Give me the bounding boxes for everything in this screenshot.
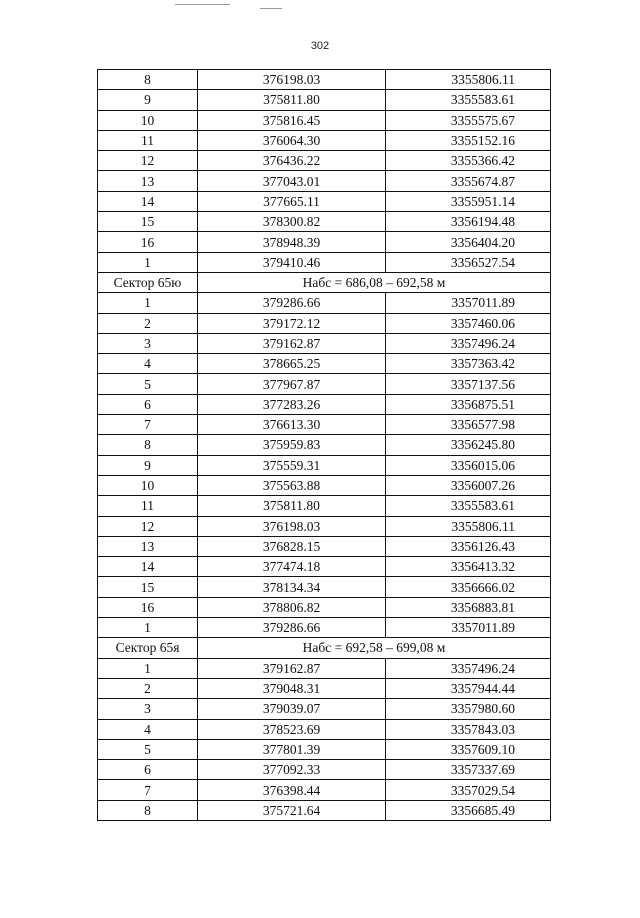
x-coordinate: 376398.44: [198, 780, 386, 800]
x-coordinate: 377967.87: [198, 374, 386, 394]
table-row: [98, 719, 551, 739]
point-number: 16: [98, 232, 198, 252]
x-coordinate: 377283.26: [198, 394, 386, 414]
point-number: 13: [98, 536, 198, 556]
table-row: [98, 618, 551, 638]
point-number: 1: [98, 293, 198, 313]
x-coordinate: 375816.45: [198, 110, 386, 130]
y-coordinate: 3357029.54: [386, 780, 551, 800]
scan-artifact: [260, 8, 282, 9]
x-coordinate: 377043.01: [198, 171, 386, 191]
table-row: [98, 151, 551, 171]
point-number: 14: [98, 191, 198, 211]
y-coordinate: 3356666.02: [386, 577, 551, 597]
x-coordinate: 376436.22: [198, 151, 386, 171]
x-coordinate: 378523.69: [198, 719, 386, 739]
point-number: 2: [98, 678, 198, 698]
y-coordinate: 3357337.69: [386, 760, 551, 780]
point-number: 6: [98, 760, 198, 780]
y-coordinate: 3357137.56: [386, 374, 551, 394]
coordinates-table: [97, 69, 551, 821]
y-coordinate: 3355366.42: [386, 151, 551, 171]
point-number: 15: [98, 577, 198, 597]
x-coordinate: 379039.07: [198, 699, 386, 719]
sector-name: Сектор 65я: [98, 638, 198, 658]
point-number: 7: [98, 415, 198, 435]
table-row: [98, 252, 551, 272]
point-number: 8: [98, 70, 198, 90]
x-coordinate: 375811.80: [198, 90, 386, 110]
table-row: [98, 597, 551, 617]
y-coordinate: 3357011.89: [386, 293, 551, 313]
y-coordinate: 3356527.54: [386, 252, 551, 272]
table-row: [98, 739, 551, 759]
table-row: [98, 90, 551, 110]
table-row: [98, 475, 551, 495]
point-number: 12: [98, 151, 198, 171]
point-number: 15: [98, 212, 198, 232]
table-row: [98, 333, 551, 353]
x-coordinate: 377801.39: [198, 739, 386, 759]
x-coordinate: 377665.11: [198, 191, 386, 211]
y-coordinate: 3357609.10: [386, 739, 551, 759]
table-row: [98, 455, 551, 475]
y-coordinate: 3357496.24: [386, 333, 551, 353]
table-row: [98, 658, 551, 678]
y-coordinate: 3356126.43: [386, 536, 551, 556]
y-coordinate: 3357011.89: [386, 618, 551, 638]
x-coordinate: 379162.87: [198, 658, 386, 678]
x-coordinate: 378806.82: [198, 597, 386, 617]
point-number: 4: [98, 719, 198, 739]
table-row: [98, 557, 551, 577]
sector-height-range: Набс = 692,58 – 699,08 м: [198, 638, 551, 658]
x-coordinate: 379286.66: [198, 293, 386, 313]
sector-header-row: [98, 638, 551, 658]
table-row: [98, 354, 551, 374]
y-coordinate: 3357363.42: [386, 354, 551, 374]
table-row: [98, 232, 551, 252]
table-row: [98, 780, 551, 800]
point-number: 2: [98, 313, 198, 333]
page-number: 302: [310, 40, 330, 52]
y-coordinate: 3355583.61: [386, 496, 551, 516]
table-row: [98, 191, 551, 211]
point-number: 3: [98, 699, 198, 719]
point-number: 5: [98, 374, 198, 394]
table-row: [98, 212, 551, 232]
y-coordinate: 3356577.98: [386, 415, 551, 435]
y-coordinate: 3356194.48: [386, 212, 551, 232]
x-coordinate: 377474.18: [198, 557, 386, 577]
y-coordinate: 3356413.32: [386, 557, 551, 577]
table-row: [98, 435, 551, 455]
x-coordinate: 375559.31: [198, 455, 386, 475]
y-coordinate: 3355806.11: [386, 70, 551, 90]
point-number: 1: [98, 252, 198, 272]
table-row: [98, 760, 551, 780]
x-coordinate: 379410.46: [198, 252, 386, 272]
y-coordinate: 3356883.81: [386, 597, 551, 617]
table-row: [98, 394, 551, 414]
sector-name: Сектор 65ю: [98, 272, 198, 292]
point-number: 4: [98, 354, 198, 374]
point-number: 1: [98, 658, 198, 678]
point-number: 10: [98, 475, 198, 495]
x-coordinate: 376064.30: [198, 130, 386, 150]
y-coordinate: 3357980.60: [386, 699, 551, 719]
table-row: [98, 130, 551, 150]
y-coordinate: 3356245.80: [386, 435, 551, 455]
x-coordinate: 378665.25: [198, 354, 386, 374]
y-coordinate: 3356007.26: [386, 475, 551, 495]
table-row: [98, 415, 551, 435]
point-number: 8: [98, 800, 198, 820]
table-row: [98, 70, 551, 90]
table-row: [98, 699, 551, 719]
point-number: 11: [98, 130, 198, 150]
table-row: [98, 800, 551, 820]
table-row: [98, 536, 551, 556]
point-number: 13: [98, 171, 198, 191]
x-coordinate: 375721.64: [198, 800, 386, 820]
table-row: [98, 577, 551, 597]
x-coordinate: 376828.15: [198, 536, 386, 556]
table-row: [98, 110, 551, 130]
y-coordinate: 3355583.61: [386, 90, 551, 110]
point-number: 6: [98, 394, 198, 414]
x-coordinate: 379162.87: [198, 333, 386, 353]
point-number: 11: [98, 496, 198, 516]
x-coordinate: 379172.12: [198, 313, 386, 333]
scan-artifact: [175, 4, 230, 5]
table-row: [98, 313, 551, 333]
point-number: 3: [98, 333, 198, 353]
point-number: 16: [98, 597, 198, 617]
sector-height-range: Набс = 686,08 – 692,58 м: [198, 272, 551, 292]
table-row: [98, 374, 551, 394]
x-coordinate: 375959.83: [198, 435, 386, 455]
y-coordinate: 3356685.49: [386, 800, 551, 820]
x-coordinate: 376198.03: [198, 70, 386, 90]
point-number: 14: [98, 557, 198, 577]
x-coordinate: 378948.39: [198, 232, 386, 252]
point-number: 10: [98, 110, 198, 130]
table-row: [98, 678, 551, 698]
table-row: [98, 293, 551, 313]
sector-header-row: [98, 272, 551, 292]
point-number: 1: [98, 618, 198, 638]
y-coordinate: 3355806.11: [386, 516, 551, 536]
point-number: 7: [98, 780, 198, 800]
y-coordinate: 3356015.06: [386, 455, 551, 475]
y-coordinate: 3357944.44: [386, 678, 551, 698]
table-row: [98, 496, 551, 516]
y-coordinate: 3357843.03: [386, 719, 551, 739]
table-row: [98, 171, 551, 191]
x-coordinate: 378134.34: [198, 577, 386, 597]
y-coordinate: 3355575.67: [386, 110, 551, 130]
x-coordinate: 378300.82: [198, 212, 386, 232]
y-coordinate: 3355152.16: [386, 130, 551, 150]
y-coordinate: 3357496.24: [386, 658, 551, 678]
x-coordinate: 375811.80: [198, 496, 386, 516]
point-number: 5: [98, 739, 198, 759]
y-coordinate: 3355674.87: [386, 171, 551, 191]
point-number: 9: [98, 455, 198, 475]
x-coordinate: 379048.31: [198, 678, 386, 698]
x-coordinate: 377092.33: [198, 760, 386, 780]
x-coordinate: 376613.30: [198, 415, 386, 435]
y-coordinate: 3357460.06: [386, 313, 551, 333]
x-coordinate: 376198.03: [198, 516, 386, 536]
y-coordinate: 3355951.14: [386, 191, 551, 211]
table-row: [98, 516, 551, 536]
point-number: 9: [98, 90, 198, 110]
y-coordinate: 3356875.51: [386, 394, 551, 414]
x-coordinate: 379286.66: [198, 618, 386, 638]
x-coordinate: 375563.88: [198, 475, 386, 495]
point-number: 12: [98, 516, 198, 536]
coordinates-table-body: [98, 70, 551, 821]
y-coordinate: 3356404.20: [386, 232, 551, 252]
point-number: 8: [98, 435, 198, 455]
